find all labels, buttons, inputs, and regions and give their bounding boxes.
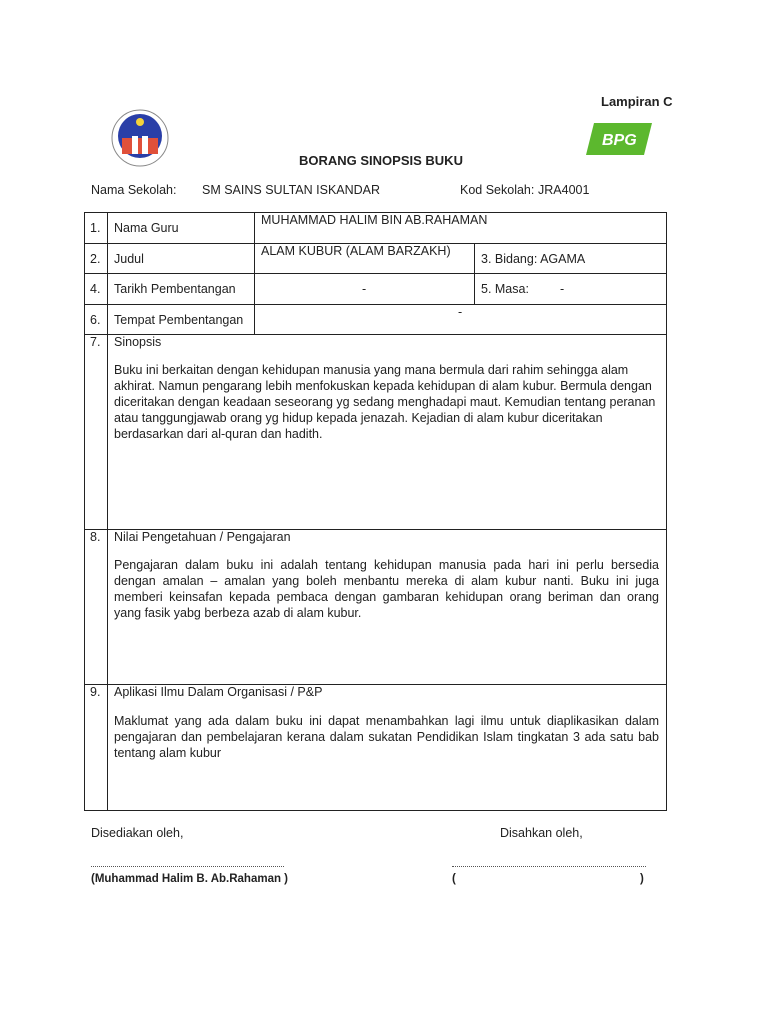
title-value: ALAM KUBUR (ALAM BARZAKH): [261, 244, 451, 258]
application-text: Maklumat yang ada dalam buku ini dapat menambahkan lagi ilmu untuk diaplikasikan dalam pengajaran dan pembelajaran kerana dalam sukatan Pendidikan Islam tingkatan 3 ada satu bab tentang alam kubur: [114, 714, 659, 760]
lampiran-label: Lampiran C: [601, 94, 673, 109]
ministry-logo: [110, 108, 170, 168]
row6-label: Tempat Pembentangan: [114, 313, 244, 327]
school-label: Nama Sekolah:: [91, 183, 177, 197]
approved-signature-line: [452, 866, 646, 867]
row4-label: Tarikh Pembentangan: [114, 282, 236, 296]
application-label: Aplikasi Ilmu Dalam Organisasi / P&P: [114, 685, 323, 699]
venue-value: -: [458, 305, 463, 319]
code-value: JRA4001: [538, 183, 590, 197]
teacher-name-value: MUHAMMAD HALIM BIN AB.RAHAMAN: [261, 213, 488, 227]
bpg-logo-text: BPG: [602, 132, 637, 149]
synopsis-label: Sinopsis: [114, 335, 162, 349]
time-value: -: [560, 282, 565, 296]
approved-by-label: Disahkan oleh,: [500, 826, 583, 840]
row1-label: Nama Guru: [114, 221, 179, 235]
row1-number: 1.: [90, 221, 101, 235]
row8-number: 8.: [90, 530, 101, 544]
values-text: Pengajaran dalam buku ini adalah tentang kehidupan manusia pada hari ini perlu bersedia dengan amalan – amalan yang boleh menbantu mereka di alam kubur nanti. Buku ini juga memberi keinsafan kepada pembaca dengan gambaran kehidupan orang beriman dan orang yang fasik yabg berbeza azab di alam kubur.: [114, 558, 659, 620]
row4-number: 4.: [90, 282, 101, 296]
row7-number: 7.: [90, 335, 101, 349]
synopsis-text: Buku ini berkaitan dengan kehidupan manusia yang mana bermula dari rahim sehingga alam akhirat. Namun pengarang lebih menfokuskan kepada kehidupan di alam kubur. Bermula dengan diceritakan dengan keadaan seseorang yg sedang menghadapi maut. Kemudian tentang peranan atau tanggungjawab orang yg hidup kepada jenazah. Kejadian di alam kubur diceritakan berdasarkan dari al-quran dan hadith.: [114, 363, 656, 441]
values-label: Nilai Pengetahuan / Pengajaran: [114, 530, 291, 544]
time-label: 5. Masa:: [481, 282, 529, 296]
row6-number: 6.: [90, 313, 101, 327]
bpg-logo: [586, 121, 652, 157]
row2-label: Judul: [114, 252, 144, 266]
field-value: 3. Bidang: AGAMA: [481, 252, 586, 266]
school-value: SM SAINS SULTAN ISKANDAR: [202, 183, 381, 197]
prepared-signature-line: [91, 866, 284, 867]
prepared-by-label: Disediakan oleh,: [91, 826, 184, 840]
approved-open-paren: (: [452, 873, 456, 885]
approved-close-paren: ): [640, 873, 644, 885]
code-label: Kod Sekolah:: [460, 183, 535, 197]
row2-number: 2.: [90, 252, 101, 266]
date-value: -: [362, 282, 367, 296]
page-title: BORANG SINOPSIS BUKU: [299, 153, 463, 168]
row9-number: 9.: [90, 685, 101, 699]
prepared-name: (Muhammad Halim B. Ab.Rahaman ): [91, 873, 289, 885]
